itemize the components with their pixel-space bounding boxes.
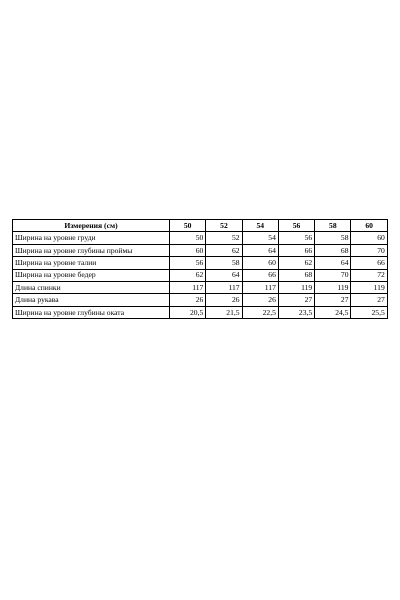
size-chart-table — [12, 219, 388, 319]
size-header: 56 — [278, 220, 314, 232]
measurement-label: Ширина на уровне талии — [13, 257, 170, 269]
measurement-value: 58 — [315, 232, 351, 244]
measurement-value: 68 — [315, 244, 351, 256]
measurement-value: 66 — [242, 269, 278, 281]
measurement-value: 26 — [170, 294, 206, 306]
measurement-value: 70 — [351, 244, 387, 256]
measurement-label: Длина спинки — [13, 281, 170, 293]
measurement-value: 27 — [351, 294, 387, 306]
table-row — [13, 244, 388, 256]
table-row — [13, 281, 388, 293]
table-row — [13, 232, 388, 244]
measurement-value: 22,5 — [242, 306, 278, 318]
measurement-value: 20,5 — [170, 306, 206, 318]
measurement-value: 50 — [170, 232, 206, 244]
measurement-value: 27 — [315, 294, 351, 306]
measurement-value: 56 — [170, 257, 206, 269]
measurement-label: Ширина на уровне бедер — [13, 269, 170, 281]
measurement-label: Ширина на уровне глубины проймы — [13, 244, 170, 256]
measurement-value: 119 — [351, 281, 387, 293]
measurement-value: 68 — [278, 269, 314, 281]
measurement-label: Ширина на уровне глубины оката — [13, 306, 170, 318]
measurement-value: 25,5 — [351, 306, 387, 318]
table-row — [13, 294, 388, 306]
measurement-value: 54 — [242, 232, 278, 244]
measurement-value: 60 — [170, 244, 206, 256]
size-header: 60 — [351, 220, 387, 232]
measurement-value: 119 — [278, 281, 314, 293]
measurement-value: 62 — [206, 244, 242, 256]
size-header: 54 — [242, 220, 278, 232]
measurement-value: 66 — [278, 244, 314, 256]
measurement-value: 23,5 — [278, 306, 314, 318]
table-row — [13, 269, 388, 281]
measurement-value: 21,5 — [206, 306, 242, 318]
measurement-value: 62 — [170, 269, 206, 281]
measurement-value: 70 — [315, 269, 351, 281]
size-header: 58 — [315, 220, 351, 232]
measurement-value: 62 — [278, 257, 314, 269]
table-row — [13, 257, 388, 269]
measurement-value: 64 — [206, 269, 242, 281]
measurement-value: 72 — [351, 269, 387, 281]
measurement-value: 60 — [351, 232, 387, 244]
measurement-value: 119 — [315, 281, 351, 293]
measurement-value: 58 — [206, 257, 242, 269]
measurement-value: 26 — [206, 294, 242, 306]
size-header: 52 — [206, 220, 242, 232]
measurement-value: 66 — [351, 257, 387, 269]
measurement-value: 26 — [242, 294, 278, 306]
measurement-value: 56 — [278, 232, 314, 244]
measurement-value: 64 — [242, 244, 278, 256]
measurement-value: 24,5 — [315, 306, 351, 318]
measurement-value: 117 — [170, 281, 206, 293]
measurement-value: 117 — [242, 281, 278, 293]
table-row — [13, 306, 388, 318]
measurement-value: 52 — [206, 232, 242, 244]
size-header: 50 — [170, 220, 206, 232]
measurements-header: Измерения (см) — [13, 220, 170, 232]
measurement-value: 117 — [206, 281, 242, 293]
measurement-value: 60 — [242, 257, 278, 269]
measurement-label: Ширина на уровне груди — [13, 232, 170, 244]
measurement-value: 64 — [315, 257, 351, 269]
table-header-row — [13, 220, 388, 232]
measurement-value: 27 — [278, 294, 314, 306]
measurement-label: Длина рукава — [13, 294, 170, 306]
